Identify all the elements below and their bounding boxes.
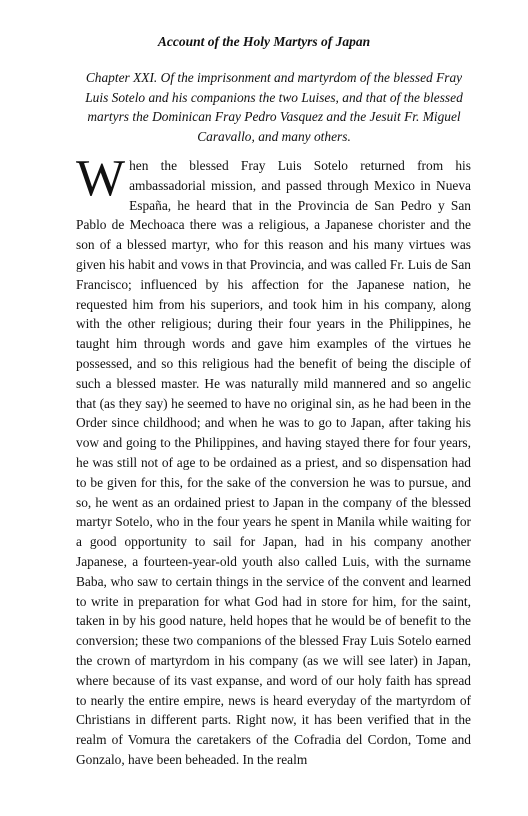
running-title: Account of the Holy Martyrs of Japan [157, 34, 371, 49]
drop-cap-letter: W [76, 150, 126, 207]
paragraph-text: hen the blessed Fray Luis Sotelo returned from his ambassadorial mission, and passed through Mexico in Nueva España, he heard that in the Provincia de San Pedro y San Pablo de Mechoaca there was a religious, a Japanese chorister and the son of a blessed martyr, who for this reason and his many virtues was given his habit and vows in that Provincia, and was called Fr. Luis de San Francisco; influenced by his affection for the Japanese nation, he requested him from his superiors, and took him in his company, along with the other religious; during their four years in the Philippines, he taught him through words and gave him examples of the virtues he possessed, and so this religious had the benefit of being the disciple of such a blessed master. He was naturally mild mannered and so angelic that (as they say) he seemed to have no original sin, as he had been in the Order since childhood; and when he was to go to Japan, after taking his vow and going to the Philippines, and having stayed there for four years, he was still not of age to be ordained as a priest, and so dispensation had to be given for this, for the sake of the conversion he was to pursue, and so, he went as an ordained priest to Japan in the company of the blessed martyr Sotelo, who in the four years he spent in Manila while waiting for a good opportunity to sail for Japan, had in his company another Japanese, a fourteen-year-old youth also called Luis, with the surname Baba, who saw to certain things in the service of the convent and learned to write in preparation for what God had in store for him, for the saint, taken in by his good nature, held hopes that he would be of benefit to the conversion; these two companions of the blessed Fray Luis Sotelo earned the crown of martyrdom in his company (as we will see later) in Japan, where because of its vast expanse, and word of our holy faith has spread to nearly the entire empire, news is heard everyday of the martyrdom of Christians in different parts. Right now, it has been verified that in the realm of Vomura the caretakers of the Cofradia del Cordon, Tome and Gonzalo, have been beheaded. In the realm [76, 158, 471, 767]
chapter-heading: Chapter XXI. Of the imprisonment and martyrdom of the blessed Fray Luis Sotelo and his companions the two Luises, and that of the blessed martyrs the Dominican Fray Pedro Vasquez and the Jesuit Fr. Miguel Caravallo, and many others. [85, 70, 463, 144]
body-paragraph [76, 150, 471, 770]
